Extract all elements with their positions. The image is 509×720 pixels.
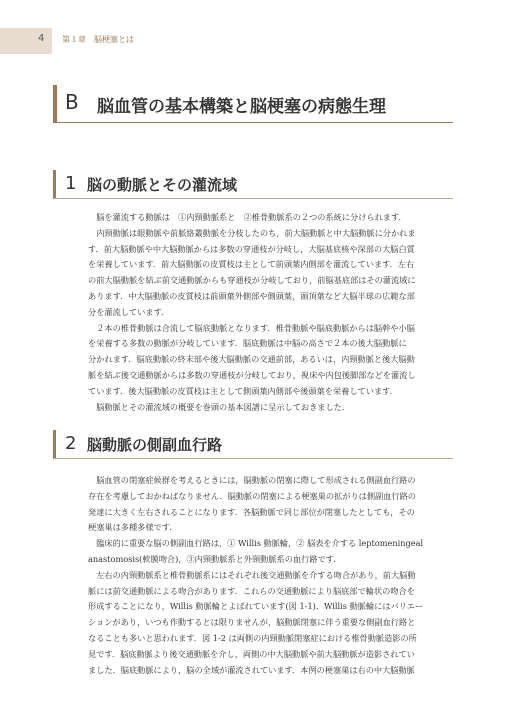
paragraph-line: 存在を考慮しておかねばなりません．脳動脈の閉塞による梗塞巣の拡がりは側副血行路の bbox=[88, 490, 416, 501]
subsection-underline bbox=[53, 458, 453, 459]
subsection-accent-bar bbox=[53, 170, 56, 198]
paragraph-line: 発達に大きく左右されることになります．各脳動脈で同じ部位が閉塞したとしても，その bbox=[88, 506, 415, 517]
paragraph-line: 脈には前交通動脈による吻合があります．これらの交通動脈により脳底部で輪状の吻合を bbox=[88, 585, 415, 596]
subsection-number: 1 bbox=[65, 173, 77, 194]
paragraph-line: 脳動脈とその灌流域の概要を巻頭の基本図譜に呈示しておきました． bbox=[88, 401, 351, 412]
subsection-1-body bbox=[88, 210, 454, 415]
subsection-2-heading bbox=[53, 430, 453, 460]
section-title: 脳血管の基本構築と脳梗塞の病態生理 bbox=[97, 97, 386, 117]
subsection-2-body bbox=[88, 473, 454, 678]
paragraph-line: 分かれます．脳底動脈の終末部や後大脳動脈の交通前部，あるいは，内頸動脈と後大脳動 bbox=[88, 354, 415, 365]
paragraph-line: ションがあり，いつも作動するとは限りませんが，脳動脈閉塞に伴う重要な側副血行路と bbox=[88, 617, 416, 628]
paragraph-line: を栄養する多数の動脈が分岐しています．脳底動脈は中脳の高さで２本の後大脳動脈に bbox=[88, 338, 407, 349]
paragraph-line: を栄養しています．前大脳動脈の皮質枝は主として前頭葉内側部を灌流しています．左右 bbox=[88, 259, 415, 270]
paragraph-line: ２本の椎骨動脈は合流して脳底動脈となります．椎骨動脈や脳底動脈からは脳幹や小脳 bbox=[88, 322, 415, 333]
paragraph-line: anastomosis(軟膜吻合)，③内頸動脈系と外頸動脈系の血行路です． bbox=[88, 553, 342, 564]
page-header bbox=[0, 28, 509, 54]
paragraph-line: 内頸動脈は眼動脈や前脈絡叢動脈を分枝したのち，前大脳動脈と中大脳動脈に分かれま bbox=[88, 227, 416, 238]
paragraph-line: 見です．脳底動脈より後交通動脈を介し，両側の中大脳動脈や前大脳動脈が造影されてい bbox=[88, 648, 415, 659]
chapter-title: 第１章 脳梗塞とは bbox=[62, 35, 134, 44]
subsection-1-heading bbox=[53, 170, 453, 200]
paragraph-line: 脈を結ぶ後交通動脈からは多数の穿通枝が分岐しており，視床や内包後脚部などを灌流し bbox=[88, 369, 416, 380]
page-number: 4 bbox=[38, 33, 45, 44]
paragraph-line: 形成することになり，Willis 動脈輪とよばれています(図 1-1)．Willis 動脈輪にはバリエー bbox=[88, 601, 424, 612]
paragraph-line: 分を灌流しています． bbox=[88, 306, 170, 317]
paragraph-line: なることも多いと思われます．図 1-2 は両側の内頸動脈閉塞症における椎骨動脈造影の所 bbox=[88, 632, 417, 643]
paragraph-line: 脳を灌流する動脈は ①内頸動脈系と ②椎骨動脈系の２つの系統に分けられます． bbox=[88, 212, 407, 222]
subsection-number: 2 bbox=[65, 433, 77, 454]
subsection-title: 脳動脈の側副血行路 bbox=[87, 436, 223, 454]
paragraph-line: す．前大脳動脈や中大脳動脈からは多数の穿通枝が分岐し，大脳基底核や深部の大脳白質 bbox=[88, 243, 415, 254]
paragraph-line: 脳血管の閉塞症候群を考えるときには，脳動脈の閉塞に際して形成される側副血行路の bbox=[88, 475, 416, 485]
subsection-accent-bar bbox=[53, 430, 56, 458]
paragraph-line: 梗塞巣は多種多様です． bbox=[88, 522, 178, 533]
subsection-underline bbox=[53, 198, 453, 199]
paragraph-line: あります．中大脳動脈の皮質枝は前頭葉外側部や側頭葉，頭頂葉など大脳半球の広範な部 bbox=[88, 290, 415, 301]
paragraph-line: 左右の内頸動脈系と椎骨動脈系にはそれぞれ後交通動脈を介する吻合があり，前大脳動 bbox=[88, 569, 416, 580]
paragraph-line: 臨床的に重要な脳の側副血行路は，① Willis 動脈輪，② 脳表を介する leptomeningeal bbox=[88, 538, 424, 549]
section-accent-bar bbox=[53, 85, 57, 123]
paragraph-line: ています．後大脳動脈の皮質枝は主として側頭葉内側部や後頭葉を栄養しています． bbox=[88, 385, 398, 396]
paragraph-line: の前大脳動脈を結ぶ前交通動脈からも穿通枝が分岐しており，前脳基底部はその灌流域に bbox=[88, 275, 416, 286]
section-letter: B bbox=[65, 90, 79, 114]
section-underline bbox=[53, 122, 453, 123]
section-b-heading bbox=[53, 85, 453, 123]
subsection-title: 脳の動脈とその灌流域 bbox=[87, 176, 238, 194]
paragraph-line: ました．脳底動脈により，脳の全域が灌流されています．本例の梗塞巣は右の中大脳動脈 bbox=[88, 664, 415, 675]
